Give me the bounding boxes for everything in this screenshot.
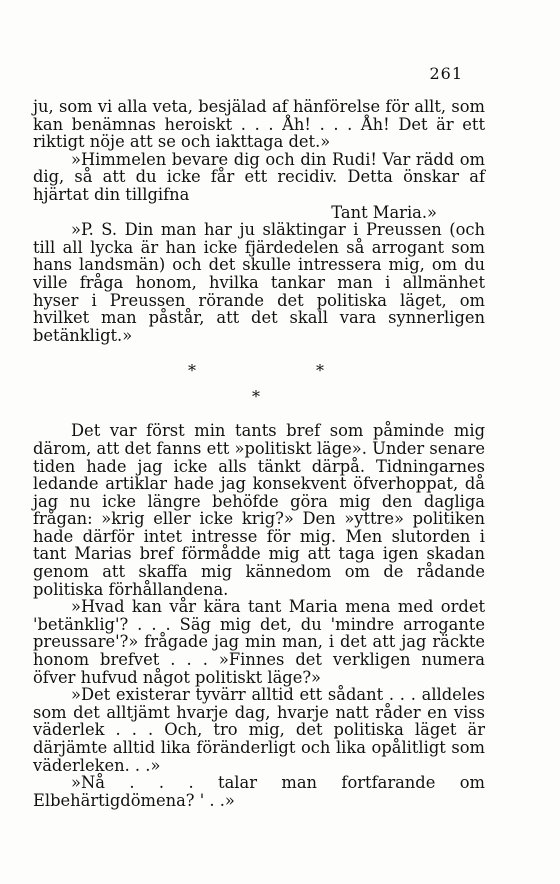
paragraph-1: ju, som vi alla veta, besjälad af hänförelse för allt, som kan benämnas heroiskt . . . Åh! . . . Åh! Det är ett riktigt nöje att se och iakttaga det.»: [33, 97, 485, 152]
paragraph-2: »Himmelen bevare dig och din Rudi! Var rädd om dig, så att du icke får ett recidiv. Detta önskar af hjärtat din tillgifna: [33, 149, 485, 204]
page-number: 261: [429, 64, 463, 83]
paragraph-3: Det var först min tants bref som påminde mig därom, att det fanns ett »politiskt läge». Under senare tiden hade jag icke alls tänkt därpå. Tidningarnes ledande artiklar hade jag konsekvent öfverhoppat, då jag nu icke längre behöfde göra mig den dagliga frågan: »krig eller icke krig?» Den »yttre» politiken hade därför intet intresse för mig. Men slutorden i tant Marias bref förmådde mig att taga igen skadan genom att skaffa mig kännedom om de rådande politiska förhållandena.: [33, 421, 485, 599]
page-body: [33, 98, 485, 809]
paragraph-4: »Hvad kan vår kära tant Maria mena med ordet 'betänklig'? . . . Säg mig det, du 'mindre arrogante preussare'?» frågade jag min man, i det att jag räckte honom brefvet . . . »Finnes det verkligen numera öfver hufvud något politiskt läge?»: [33, 597, 485, 687]
section-star: *: [252, 387, 260, 407]
section-break: [33, 362, 485, 422]
letter-signature: Tant Maria.»: [331, 202, 437, 222]
paragraph-5: »Det existerar tyvärr alltid ett sådant . . . alldeles som det alltjämt hvarje dag, hvarje natt råder en viss väderlek . . . Och, tro mig, det politiska läget är därjämte alltid lika föränderligt och lika opålitligt som väderleken. . .»: [33, 685, 485, 775]
postscript-paragraph: »P. S. Din man har ju släktingar i Preussen (och till all lycka är han icke fjärdedelen så arrogant som hans landsmän) och det skulle intressera mig, om du ville fråga honom, hvilka tankar man i allmänhet hyser i Preussen rörande det politiska läget, om hvilket man påstår, att det skall vara synnerligen betänkligt.»: [33, 220, 485, 345]
paragraph-6: »Nå . . . talar man fortfarande om Elbehärtigdömena? ' . .»: [33, 773, 485, 810]
section-star: *: [188, 361, 196, 381]
section-star: *: [316, 361, 324, 381]
